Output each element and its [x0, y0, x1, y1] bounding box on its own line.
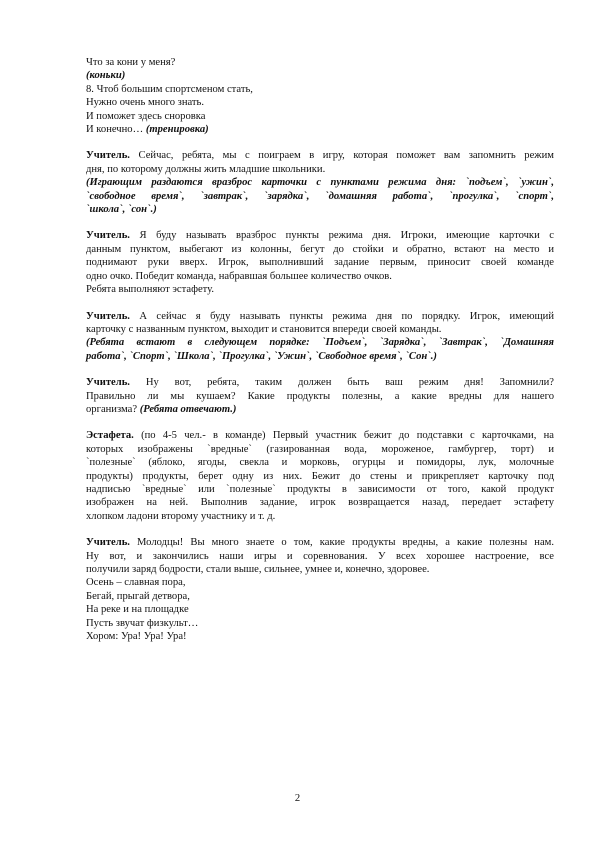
paragraph-game-intro — [86, 149, 554, 216]
riddle-block — [86, 56, 554, 136]
poem-line: Хором: Ура! Ура! Ура! — [86, 631, 187, 643]
riddle-answer: (коньки) — [86, 70, 126, 82]
riddle-line: Нужно очень много знать. — [86, 97, 205, 109]
paragraph-text: А сейчас я буду называть пункты режима дня по порядку. Игрок, имеющий — [129, 310, 554, 322]
riddle-line: 8. Чтоб большим спортсменом стать, — [86, 83, 253, 95]
speaker-label: Эстафета. — [86, 430, 134, 442]
paragraph-line — [86, 403, 554, 416]
speaker-label: Учитель. — [86, 537, 130, 549]
paragraph-line — [86, 376, 554, 389]
paragraph-line — [86, 229, 554, 242]
paragraph-line: продукты) продукты, берет одну из них. Бежит до стены и прикрепляет карточку под — [86, 470, 554, 482]
paragraph-line: поднимают руки вверх. Игрок, выполнивший задание первым, приносит своей команде — [86, 257, 554, 269]
speaker-label: Учитель. — [86, 150, 130, 162]
paragraph-line: данным пунктом, выбегают из колонны, бегут до стойки и обратно, встают на место и — [86, 243, 554, 255]
paragraph-line — [86, 149, 554, 162]
riddle-line-text: И конечно… — [86, 124, 146, 136]
paragraph-line: получили заряд бодрости, стали выше, сильнее, умнее и, конечно, здоровее. — [86, 564, 430, 575]
paragraph-order-game — [86, 310, 554, 364]
paragraph-text: Я буду называть вразброс пункты режима дня. Игроки, имеющие карточки с — [129, 230, 554, 242]
poem-line: Бегай, прыгай детвора, — [86, 590, 190, 602]
poem-line: Пусть звучат физкульт… — [86, 617, 199, 629]
paragraph-text: Ну вот, ребята, таким должен быть ваш режим дня! Запомнили? — [129, 377, 554, 389]
speaker-label: Учитель. — [86, 377, 130, 389]
stage-note-line: `школа`, `сон`.) — [86, 204, 157, 216]
paragraph-line: изображен на ней. Выполнив задание, игрок возвращается назад, передает эстафету — [86, 497, 554, 509]
paragraph-game-rules — [86, 229, 554, 296]
poem-line: На реке и на площадке — [86, 604, 189, 616]
paragraph-line: которых изображены `вредные` (газированная вода, мороженое, гамбургер, торт) и — [86, 443, 554, 455]
paragraph-text: Молодцы! Вы много знаете о том, какие продукты вредны, а какие полезны нам. — [129, 537, 554, 549]
speaker-label: Учитель. — [86, 230, 130, 242]
stage-note-line: работа`, `Спорт`, `Школа`, `Прогулка`, `Ужин`, `Свободное время`, `Сон`.) — [86, 350, 437, 362]
paragraph-line — [86, 429, 554, 442]
paragraph-line: дня, по которому должны жить младшие школьники. — [86, 163, 326, 175]
riddle-line: И поможет здесь сноровка — [86, 110, 206, 122]
riddle-line — [86, 123, 554, 136]
stage-note-line: (Ребята встают в следующем порядке: `Подъем`, `Зарядка`, `Завтрак`, `Домашняя — [86, 337, 554, 349]
paragraph-line: надписью `вредные` или `полезные` продукты в зависимости от того, какой продукт — [86, 483, 554, 495]
stage-note-line: `свободное время`, `завтрак`, `зарядка`, `домашняя работа`, `прогулка`, `спорт`, — [86, 190, 554, 202]
riddle-answer: (тренировка) — [145, 124, 209, 136]
stage-note: (Ребята отвечают.) — [139, 403, 237, 415]
paragraph-line — [86, 536, 554, 549]
paragraph-line — [86, 310, 554, 323]
riddle-line: Что за кони у меня? — [86, 57, 176, 68]
paragraph-line: `полезные` (яблоко, ягоды, свекла и морковь, огурцы и помидоры, лук, молочные — [86, 457, 554, 469]
paragraph-line: Правильно ли мы кушаем? Какие продукты полезны, а какие вредны для нашего — [86, 390, 554, 402]
paragraph-text: (по 4-5 чел.- в команде) Первый участник бежит до подставки с карточками, на — [133, 430, 554, 442]
paragraph-line: Ну вот, и закончились наши игры и соревнования. У всех хорошее настроение, все — [86, 550, 554, 562]
text-column — [86, 56, 554, 643]
paragraph-conclusion — [86, 536, 554, 643]
paragraph-relay — [86, 429, 554, 523]
paragraph-line: одно очко. Победит команда, набравшая большее количество очков. — [86, 270, 392, 282]
paragraph-nutrition-question — [86, 376, 554, 416]
poem-line: Осень – славная пора, — [86, 577, 186, 589]
stage-note-line: (Играющим раздаются вразброс карточки с пунктами режима дня: `подъем`, `ужин`, — [86, 177, 554, 189]
page-number: 2 — [294, 793, 301, 804]
paragraph-text: Сейчас, ребята, мы с поиграем в игру, которая поможет вам запомнить режим — [129, 150, 554, 162]
paragraph-line: Ребята выполняют эстафету. — [86, 284, 215, 296]
speaker-label: Учитель. — [86, 310, 130, 322]
paragraph-line: хлопком ладони второму участнику и т. д. — [86, 510, 276, 522]
paragraph-text: организма? — [86, 403, 140, 415]
paragraph-line: карточку с названным пунктом, выходит и становится впереди своей команды. — [86, 323, 442, 335]
